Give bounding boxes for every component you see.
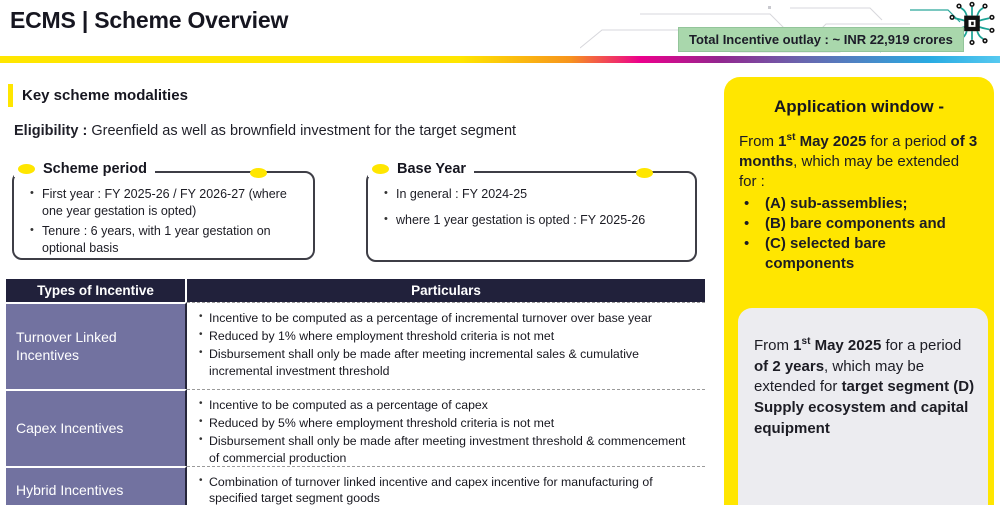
- table-bullet: • Reduced by 1% where employment threshold criteria is not met: [209, 328, 699, 344]
- incentives-table: [6, 279, 705, 505]
- section-heading: [8, 84, 188, 107]
- eligibility-text: Greenfield as well as brownfield investment for the target segment: [87, 123, 517, 139]
- scheme-period-box: [12, 161, 315, 260]
- eligibility-line: [14, 123, 516, 139]
- gradient-divider: [0, 56, 1000, 63]
- list-item: • First year : FY 2025-26 / FY 2026-27 (where one year gestation is opted): [42, 186, 307, 219]
- row-particulars-capex: [187, 389, 705, 466]
- row-particulars-turnover: [187, 302, 705, 389]
- list-item: • In general : FY 2024-25: [396, 186, 689, 203]
- total-outlay-badge: Total Incentive outlay : ~ INR 22,919 crores: [678, 27, 964, 52]
- yellow-dot-icon: [18, 164, 35, 174]
- yellow-accent-bar: [8, 84, 13, 107]
- base-year-box: [366, 161, 697, 262]
- table-bullet: • Reduced by 5% where employment threshold criteria is not met: [209, 415, 699, 431]
- column-header-particulars: Particulars: [187, 279, 705, 302]
- list-item: • Tenure : 6 years, with 1 year gestation on optional basis: [42, 223, 307, 256]
- base-year-title-label: Base Year: [397, 161, 467, 177]
- second-window-box: [738, 308, 988, 505]
- scheme-period-list: [42, 186, 307, 256]
- eligibility-label: Eligibility :: [14, 123, 88, 139]
- application-window-paragraph: From 1st May 2025 for a period of 3 months, which may be extended for :: [739, 132, 978, 191]
- list-item: • (A) sub-assemblies;: [739, 194, 979, 214]
- list-item: • where 1 year gestation is opted : FY 2025-26: [396, 212, 689, 229]
- table-bullet: • Disbursement shall only be made after meeting incremental sales & cumulative incremental investment threshold: [209, 346, 699, 378]
- column-header-types: Types of Incentive: [6, 279, 187, 302]
- section-heading-label: Key scheme modalities: [22, 87, 188, 104]
- row-type-hybrid: Hybrid Incentives: [6, 466, 187, 505]
- list-item: • (C) selected bare components: [739, 234, 979, 274]
- scheme-period-title: [14, 161, 155, 177]
- yellow-dot-icon: [636, 168, 653, 178]
- table-bullet: • Combination of turnover linked incentive and capex incentive for manufacturing of specified target segment goods: [209, 474, 699, 505]
- application-window-title: Application window -: [774, 97, 944, 116]
- scheme-period-title-label: Scheme period: [43, 161, 147, 177]
- table-bullet: • Incentive to be computed as a percentage of incremental turnover over base year: [209, 310, 699, 326]
- row-type-capex: Capex Incentives: [6, 389, 187, 466]
- page-title: ECMS | Scheme Overview: [10, 7, 289, 33]
- base-year-title: [368, 161, 474, 177]
- second-window-paragraph: From 1st May 2025 for a period of 2 years, which may be extended for target segment (D) Supply ecosystem and capital equipment: [754, 336, 975, 437]
- base-year-list: [396, 186, 689, 228]
- table-bullet: • Incentive to be computed as a percentage of capex: [209, 397, 699, 413]
- yellow-dot-icon: [372, 164, 389, 174]
- row-type-turnover: Turnover Linked Incentives: [6, 302, 187, 389]
- row-particulars-hybrid: [187, 466, 705, 505]
- application-window-list: [739, 194, 979, 274]
- list-item: • (B) bare components and: [739, 214, 979, 234]
- yellow-dot-icon: [250, 168, 267, 178]
- table-bullet: • Disbursement shall only be made after meeting investment threshold & commencement of commercial production: [209, 433, 699, 465]
